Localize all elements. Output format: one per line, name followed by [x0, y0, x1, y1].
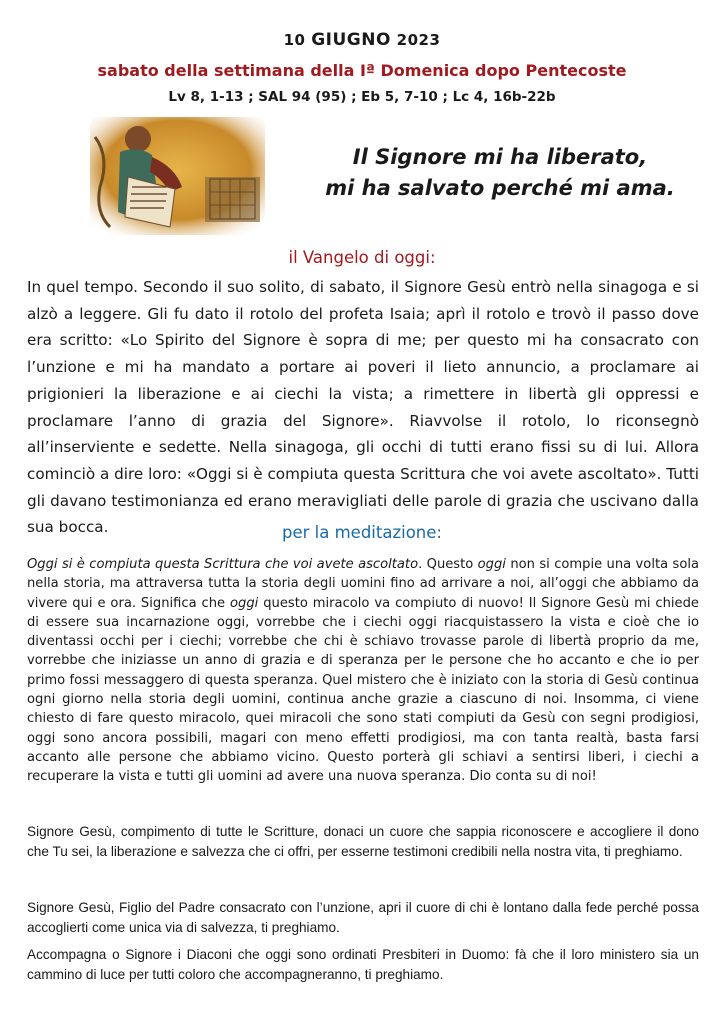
motto-quote: [300, 142, 700, 204]
meditation-oggi-1: oggi: [477, 557, 506, 572]
prophet-illustration: [90, 117, 265, 235]
date-year: 2023: [396, 31, 441, 49]
gospel-title: il Vangelo di oggi:: [288, 248, 436, 267]
prayer-1: Signore Gesù, compimento di tutte le Scritture, donaci un cuore che sappia riconoscere e accogliere il dono che Tu sei, la liberazione e salvezza che ci offri, per esserne testimoni credibili nella nostra vita, ti preghiamo.: [27, 824, 699, 859]
gospel-text: In quel tempo. Secondo il suo solito, di sabato, il Signore Gesù entrò nella sinagoga e si alzò a leggere. Gli fu dato il rotolo del profeta Isaia; aprì il rotolo e trovò il passo dove era scritto: «Lo Spirito del Signore è sopra di me; per questo mi ha consacrato con l’unzione e mi ha mandato a portare ai poveri il lieto annuncio, a proclamare ai prigionieri la liberazione e ai ciechi la vista; a rimettere in libertà gli oppressi e proclamare l’anno di grazia del Signore». Riavvolse il rotolo, lo riconsegnò all’inserviente e sedette. Nella sinagoga, gli occhi di tutti erano fissi su di lui. Allora cominciò a dire loro: «Oggi si è compiuta questa Scrittura che voi avete ascoltato». Tutti gli davano testimonianza ed erano meravigliati delle parole di grazia che uscivano dalla sua bocca.: [27, 278, 699, 537]
date-month: GIUGNO: [311, 30, 391, 50]
meditation-oggi-2: oggi: [230, 595, 259, 611]
date-heading: [0, 30, 724, 50]
meditation-title: per la meditazione:: [282, 523, 442, 542]
prayer-2: Signore Gesù, Figlio del Padre consacrato con l’unzione, apri il cuore di chi è lontano dalla fede perché possa accoglierti come unica via di salvezza, ti preghiamo.: [27, 900, 699, 935]
prayer-3: Accompagna o Signore i Diaconi che oggi sono ordinati Presbiteri in Duomo: fà che il loro ministero sia un cammino di luce per tutti coloro che accompagneranno, ti preghiamo.: [27, 947, 699, 982]
meditation-quote: Oggi si è compiuta questa Scrittura che voi avete ascoltato: [27, 557, 419, 572]
motto-line-1: Il Signore mi ha liberato,: [352, 145, 648, 169]
motto-line-2: mi ha salvato perché mi ama.: [325, 176, 675, 200]
liturgical-subtitle: sabato della settimana della Iª Domenica dopo Pentecoste: [97, 61, 627, 80]
meditation-part-1: . Questo: [418, 557, 478, 572]
meditation-part-3: questo miracolo va compiuto di nuovo! Il Signore Gesù mi chiede di essere sua incarnazione oggi, vorrebbe che i ciechi oggi riacquistassero la vista e cioè che io diventassi occhi per i ciechi; vorrebbe che chi è schiavo trovasse parole di libertà proprio da me, vorrebbe che iniziasse un anno di grazia e di speranza per le persone che ho accanto e che io per primo fossi messaggero di questa speranza. Quel mistero che è iniziato con la storia di Gesù continua ogni giorno nella storia degli uomini, continua anche grazie a ciascuno di noi. Insomma, ci viene chiesto di fare questo miracolo, quei miracoli che sono stati compiuti da Gesù con segni prodigiosi, oggi sono ancora possibili, magari con meno effetti prodigiosi, ma con tanta realtà, basta farsi accanto alle persone che abbiamo vicino. Questo porterà gli schiavi a sentirsi liberi, i ciechi a recuperare la vista e tutti gli uomini ad avere una nuova speranza. Dio conta su di noi!: [27, 595, 699, 785]
meditation-part-2: non si compie una volta sola nella storia, ma attraversa tutta la storia degli uomini fino ad arrivare a noi, all’oggi che abbiamo da vivere qui e ora. Significa che: [27, 557, 700, 611]
meditation-text: [27, 555, 699, 787]
date-day: 10: [283, 31, 306, 49]
prophet-scroll-image: [90, 117, 265, 235]
readings-line: Lv 8, 1-13 ; SAL 94 (95) ; Eb 5, 7-10 ; Lc 4, 16b-22b: [168, 89, 556, 105]
